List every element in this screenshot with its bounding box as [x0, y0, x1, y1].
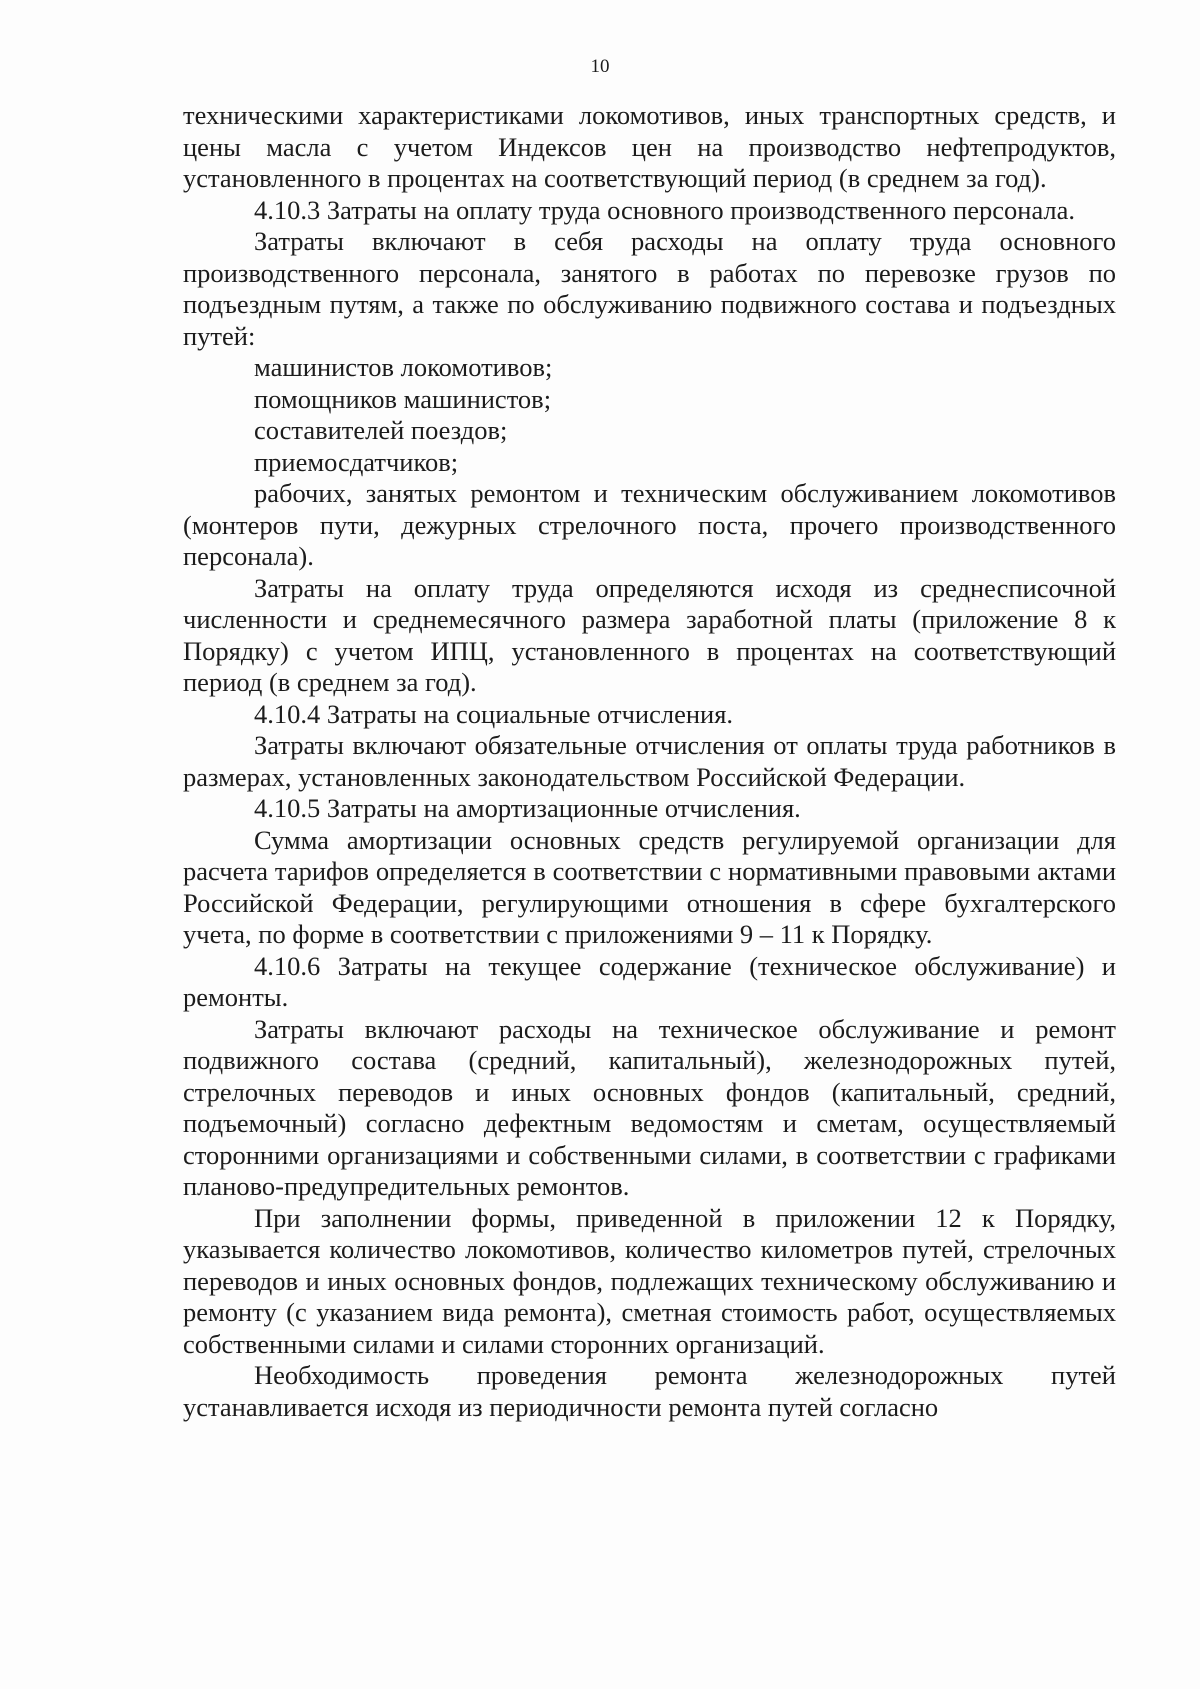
- page-number: 10: [590, 56, 610, 77]
- list-item-workers: рабочих, занятых ремонтом и техническим обслуживанием локомотивов (монтеров пути, дежурных стрелочного поста, прочего производственного персонала).: [183, 478, 1116, 571]
- list-item-train-makers: составителей поездов;: [254, 415, 508, 445]
- paragraph-continuation: техническими характеристиками локомотивов, иных транспортных средств, и цены масла с учетом Индексов цен на производство нефтепродуктов, установленного в процентах на соответствующий период (в среднем за год).: [183, 100, 1116, 193]
- section-heading-4-10-3: 4.10.3 Затраты на оплату труда основного производственного персонала.: [254, 194, 1076, 225]
- paragraph-social-contributions: Затраты включают обязательные отчисления от оплаты труда работников в размерах, установленных законодательством Российской Федерации.: [183, 730, 1116, 792]
- list-item-drivers: машинистов локомотивов;: [254, 352, 553, 382]
- paragraph-repair-necessity: Необходимость проведения ремонта железнодорожных путей устанавливается исходя из периодичности ремонта путей согласно: [183, 1360, 1116, 1422]
- section-heading-4-10-5: 4.10.5 Затраты на амортизационные отчисления.: [254, 793, 801, 823]
- paragraph-maintenance-costs: Затраты включают расходы на техническое обслуживание и ремонт подвижного состава (средний, капитальный), железнодорожных путей, стрелочных переводов и иных основных фондов (капитальный, средний, подъемочный) согласно дефектным ведомостям и сметам, осуществляемый сторонними организациями и собственными силами, в соответствии с графиками планово-предупредительных ремонтов.: [183, 1013, 1116, 1201]
- section-heading-4-10-6: 4.10.6 Затраты на текущее содержание (техническое обслуживание) и ремонты.: [183, 950, 1116, 1012]
- paragraph-depreciation: Сумма амортизации основных средств регулируемой организации для расчета тарифов определяется в соответствии с нормативными правовыми актами Российской Федерации, регулирующими отношения в сфере бухгалтерского учета, по форме в соответствии с приложениями 9 – 11 к Порядку.: [183, 824, 1116, 949]
- section-heading-4-10-4: 4.10.4 Затраты на социальные отчисления.: [254, 698, 734, 729]
- paragraph-labor-costs-calc: Затраты на оплату труда определяются исходя из среднесписочной численности и среднемесячного размера заработной платы (приложение 8 к Порядку) с учетом ИПЦ, установленного в процентах на соответствующий период (в среднем за год).: [183, 572, 1116, 697]
- document-body: [183, 100, 1116, 1423]
- paragraph-labor-costs-intro: Затраты включают в себя расходы на оплату труда основного производственного персонала, занятого в работах по перевозке грузов по подъездным путям, а также по обслуживанию подвижного состава и подъездных путей:: [183, 226, 1116, 351]
- list-item-assistants: помощников машинистов;: [254, 383, 552, 414]
- list-item-receivers: приемосдатчиков;: [254, 446, 459, 477]
- paragraph-form-filling: При заполнении формы, приведенной в приложении 12 к Порядку, указывается количество локомотивов, количество километров путей, стрелочных переводов и иных основных фондов, подлежащих техническому обслуживанию и ремонту (с указанием вида ремонта), сметная стоимость работ, осуществляемых собственными силами и силами сторонних организаций.: [183, 1202, 1116, 1359]
